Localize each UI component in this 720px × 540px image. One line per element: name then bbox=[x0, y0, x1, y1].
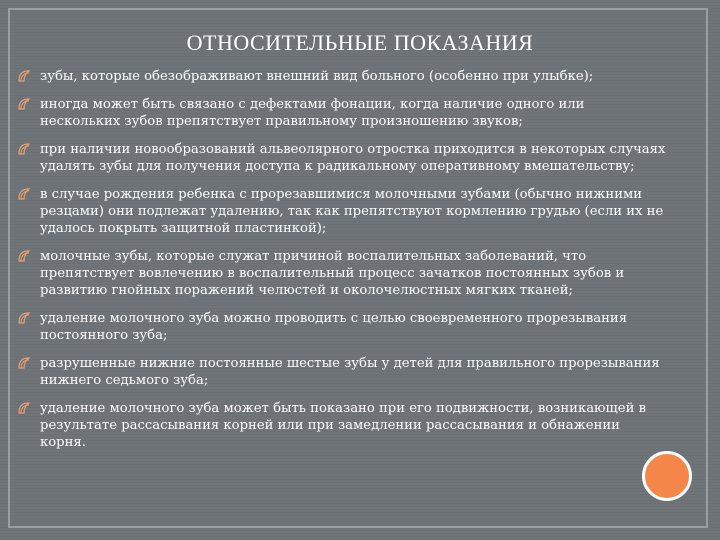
curved-bullet-icon bbox=[18, 98, 30, 110]
slide-title: ОТНОСИТЕЛЬНЫЕ ПОКАЗАНИЯ bbox=[186, 30, 534, 55]
curved-bullet-icon bbox=[18, 402, 30, 414]
bullet-text: в случае рождения ребенка с прорезавшимися молочными зубами (обычно нижними резцами) они подлежат удалению, так как препятствуют кормлению грудью (если их не удалось покрыть защитной пластинкой); bbox=[40, 187, 664, 236]
bullet-item bbox=[18, 355, 668, 389]
curved-bullet-icon bbox=[18, 357, 30, 369]
bullet-item bbox=[18, 186, 668, 237]
bullet-text: удаление молочного зуба может быть показано при его подвижности, возникающей в результате рассасывания корней или при замедлении рассасывания и обнажении корня. bbox=[40, 401, 647, 450]
curved-bullet-icon bbox=[18, 143, 30, 155]
bullet-text: удаление молочного зуба можно проводить с целью своевременного прорезывания постоянного зуба; bbox=[40, 311, 628, 343]
bullet-item bbox=[18, 400, 668, 451]
bullet-item bbox=[18, 248, 668, 299]
curved-bullet-icon bbox=[18, 70, 30, 82]
bullet-item bbox=[18, 96, 668, 130]
bullet-item bbox=[18, 141, 668, 175]
bullet-list bbox=[18, 68, 668, 462]
curved-bullet-icon bbox=[18, 188, 30, 200]
bullet-text: при наличии новообразований альвеолярного отростка приходится в некоторых случаях удалять зубы для получения доступа к радикальному оперативному вмешательству; bbox=[40, 142, 666, 174]
bullet-text: разрушенные нижние постоянные шестые зубы у детей для правильного прорезывания нижнего седьмого зуба; bbox=[40, 356, 660, 388]
bullet-item bbox=[18, 68, 668, 85]
curved-bullet-icon bbox=[18, 250, 30, 262]
curved-bullet-icon bbox=[18, 312, 30, 324]
bullet-item bbox=[18, 310, 668, 344]
accent-circle bbox=[642, 451, 692, 501]
bullet-text: иногда может быть связано с дефектами фонации, когда наличие одного или нескольких зубов препятствует правильному произношению звуков; bbox=[40, 97, 585, 129]
bullet-text: молочные зубы, которые служат причиной воспалительных заболеваний, что препятствует вовлечению в воспалительный процесс зачатков постоянных зубов и развитию гнойных поражений челюстей и околочелюстных мягких тканей; bbox=[40, 249, 625, 298]
bullet-text: зубы, которые обезображивают внешний вид больного (особенно при улыбке); bbox=[40, 69, 594, 84]
